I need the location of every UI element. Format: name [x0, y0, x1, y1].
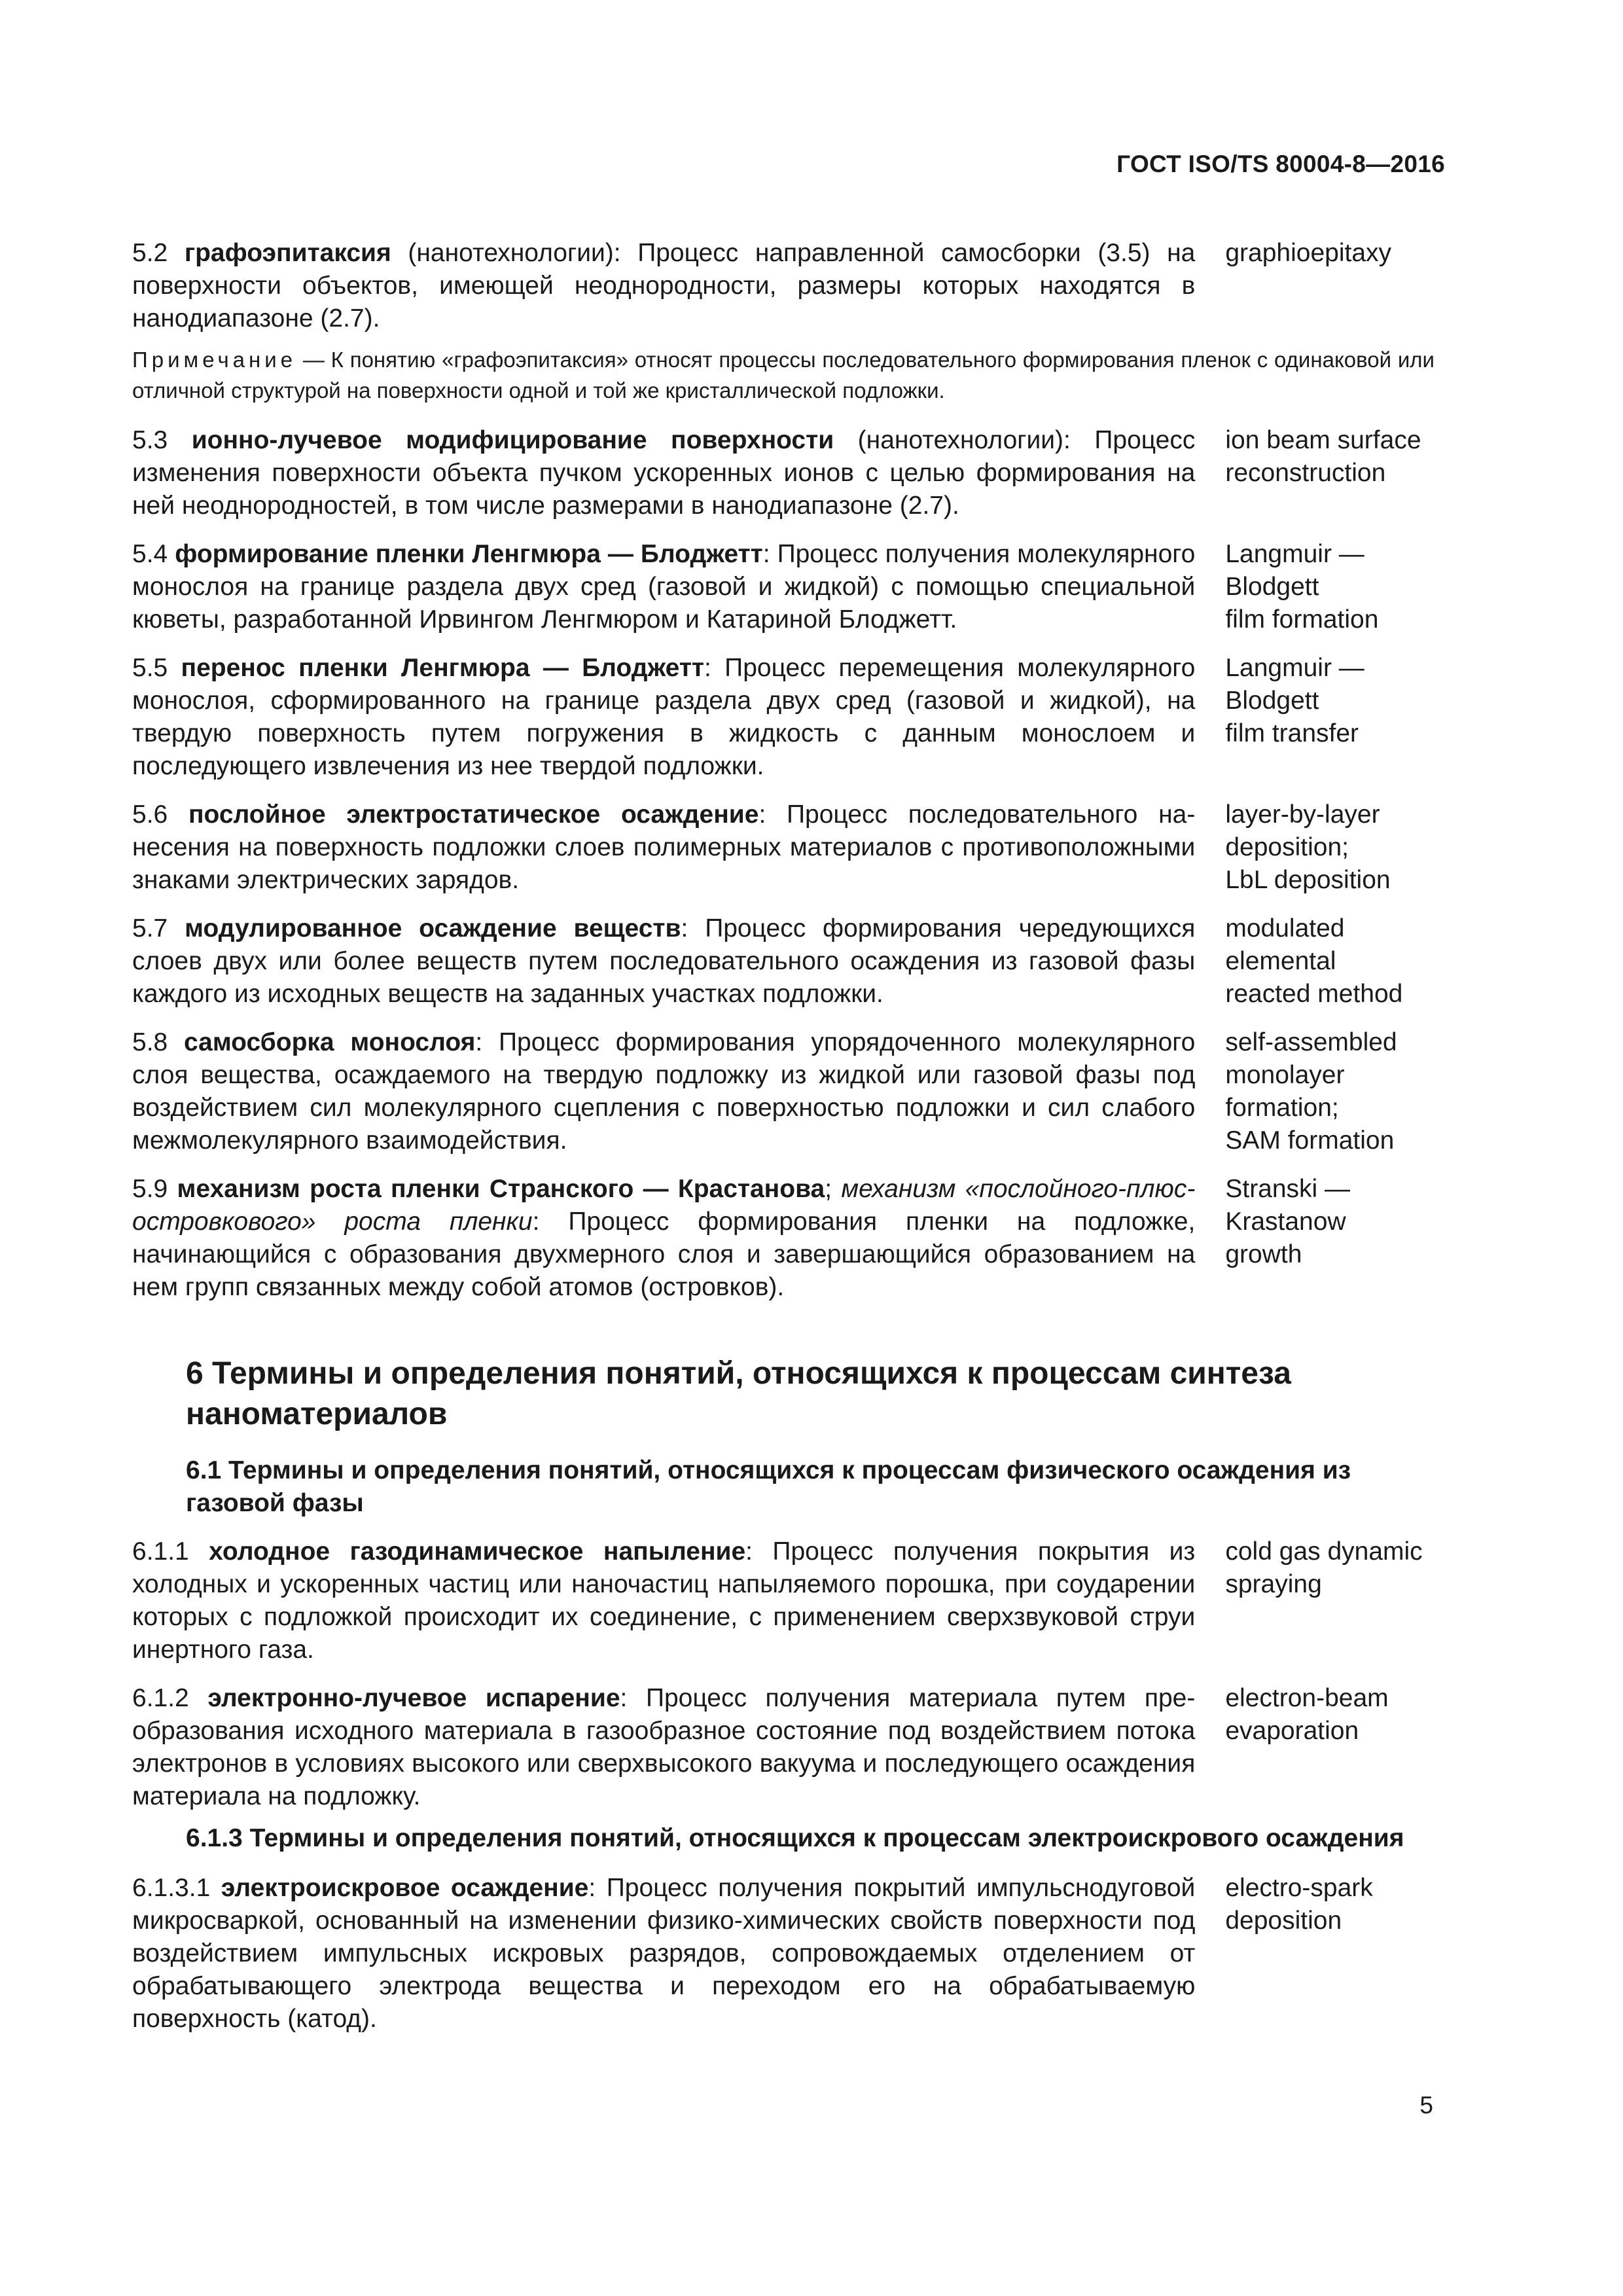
term-definition [132, 424, 1195, 522]
note-text: — К понятию «графоэпитаксия» относят процессы последовательного формирования пленок с одинаковой или отличной структурой на поверхности одной и той же кристаллической подложки. [132, 348, 1435, 403]
term-number: 5.6 [132, 800, 168, 829]
term-entry [132, 424, 1441, 522]
term-definition [132, 912, 1195, 1011]
term-number: 5.7 [132, 914, 168, 942]
term-number: 5.5 [132, 654, 168, 682]
term-entry [132, 538, 1441, 636]
section-title: 6 Термины и определения понятий, относящихся к процессам синтеза наноматериалов [186, 1356, 1291, 1431]
term-name: модулированное осаждение веществ [185, 914, 681, 942]
term-entry [132, 1026, 1441, 1157]
english-equivalent: graphioepitaxy [1225, 239, 1392, 267]
definition-text: (нанотехнологии): Процесс направленной самосборки (3.5) на поверхности объектов, имеющей неоднородности, размеры которых находятся в нанодиапазоне (2.7). [132, 239, 1196, 332]
term-definition [132, 1173, 1195, 1304]
term-entry [132, 652, 1441, 783]
term-entry [132, 798, 1441, 897]
term-separator: ; [825, 1175, 842, 1203]
note-label: Примечание [132, 348, 297, 372]
term-name: механизм роста пленки Странского — Крастанова [177, 1175, 825, 1203]
term-definition [132, 798, 1195, 897]
term-entry [132, 912, 1441, 1011]
definition-text: : Процесс последовательного нанесения на поверхность подложки слоев полимерных материалов с противоположными знаками электрических зарядов. [132, 800, 1196, 894]
definition-text: (нанотехнологии): Процесс изменения поверхности объекта пучком ускоренных ионов с целью формирования на ней неоднородностей, в том числе размерами в нанодиапазоне (2.7). [132, 426, 1196, 520]
subsubsection-title: 6.1.3 Термины и определения понятий, относящихся к процессам электроискрового осаждения [186, 1824, 1404, 1852]
term-name: электроискровое осаждение [221, 1874, 589, 1902]
term-number: 6.1.1 [132, 1537, 189, 1566]
term-name: послойное электростатическое осаждение [188, 800, 759, 829]
definition-text: : Процесс перемещения молекулярного монослоя, сформированного на границе раздела двух сред (газовой и жидкой), на твердую поверхность путем погружения в жидкость с данным монослоем и последующего извлечения из нее твердой подложки. [132, 654, 1196, 780]
note [132, 344, 1435, 406]
term-number: 6.1.3.1 [132, 1874, 211, 1902]
term-synonym: механизм «послойного-плюс-островкового» роста пленки [132, 1175, 1196, 1236]
definition-text: : Процесс получения молекулярного монослоя на границе раздела двух сред (газовой и жидкой) с помощью специальной кюветы, разработанной Ирвингом Ленгмюром и Катариной Блоджетт. [132, 540, 1196, 634]
definition-text: : Процесс формирования упорядоченного молекулярного слоя вещества, осаждаемого на твердую подложку из жидкой или газовой фазы под воздействием сил молекулярного сцепления с поверхностью подложки и сил слабого межмолекулярного взаимодействия. [132, 1028, 1196, 1155]
term-number: 6.1.2 [132, 1684, 189, 1712]
term-number: 5.4 [132, 540, 168, 568]
term-name: электронно-лучевое испарение [207, 1684, 620, 1712]
term-number: 5.3 [132, 426, 168, 454]
definition-text: : Процесс получения покрытий импульснодуговой микросваркой, основанный на изменении физико-химических свойств поверхности под воздействием импульсных искровых разрядов, сопровождаемых отделением от обрабатывающего электрода вещества и переходом его на обрабатываемую поверхность (катод). [132, 1874, 1196, 2033]
term-definition [132, 538, 1195, 636]
english-equivalent: layer-by-layer deposition; LbL deposition [1225, 800, 1391, 894]
definition-text: : Процесс получения покрытия из холодных и ускоренных частиц или наночастиц напыляемого порошка, при соударении которых с подложкой происходит их соединение, с применением сверхзвуковой струи инертного газа. [132, 1537, 1196, 1664]
english-equivalent: electron-beam evaporation [1225, 1684, 1389, 1745]
term-definition [132, 237, 1195, 335]
definition-text: : Процесс получения материала путем преобразования исходного материала в газообразное состояние под воздействием потока электронов в условиях высокого или сверхвысокого вакуума и последующего осаждения материала на подложку. [132, 1684, 1196, 1810]
term-definition [132, 652, 1195, 783]
term-definition [132, 1682, 1195, 1813]
subsection-title: 6.1 Термины и определения понятий, относящихся к процессам физического осаждения из газовой фазы [186, 1456, 1351, 1517]
term-number: 5.9 [132, 1175, 168, 1203]
page-number: 5 [1419, 2092, 1433, 2119]
english-equivalent: electro-spark deposition [1225, 1874, 1373, 1935]
term-entry [132, 1173, 1441, 1304]
page-content [132, 237, 1441, 2051]
term-entry [132, 1535, 1441, 1666]
term-name: холодное газодинамическое напыление [209, 1537, 746, 1566]
term-entry [132, 237, 1441, 335]
document-id-header: ГОСТ ISO/TS 80004-8—2016 [1116, 151, 1445, 177]
english-equivalent: Langmuir — Blodgett film transfer [1225, 654, 1364, 747]
english-equivalent: self-assembled monolayer formation; SAM formation [1225, 1028, 1397, 1155]
term-number: 5.2 [132, 239, 168, 267]
term-number: 5.8 [132, 1028, 168, 1056]
term-entry [132, 1682, 1441, 1813]
english-equivalent: cold gas dynamic spraying [1225, 1537, 1423, 1598]
term-entry [132, 1872, 1441, 2036]
term-definition [132, 1535, 1195, 1666]
term-name: ионно-лучевое модифицирование поверхности [191, 426, 834, 454]
term-definition [132, 1026, 1195, 1157]
english-equivalent: Langmuir — Blodgett film formation [1225, 540, 1379, 634]
term-name: перенос пленки Ленгмюра — Блоджетт [181, 654, 705, 682]
definition-text: : Процесс формирования пленки на подложке, начинающийся с образования двухмерного слоя и завершающийся образованием на нем групп связанных между собой атомов (островков). [132, 1208, 1196, 1301]
english-equivalent: Stranski — Krastanow growth [1225, 1175, 1351, 1268]
term-definition [132, 1872, 1195, 2036]
english-equivalent: modulated elemental reacted method [1225, 914, 1403, 1008]
term-name: самосборка монослоя [183, 1028, 476, 1056]
english-equivalent: ion beam surface reconstruction [1225, 426, 1421, 487]
term-name: графоэпитаксия [184, 239, 391, 267]
definition-text: : Процесс формирования чередующихся слоев двух или более веществ путем последовательного осаждения из газовой фазы каждого из исходных веществ на заданных участках подложки. [132, 914, 1196, 1008]
term-name: формирование пленки Ленгмюра — Блоджетт [175, 540, 763, 568]
